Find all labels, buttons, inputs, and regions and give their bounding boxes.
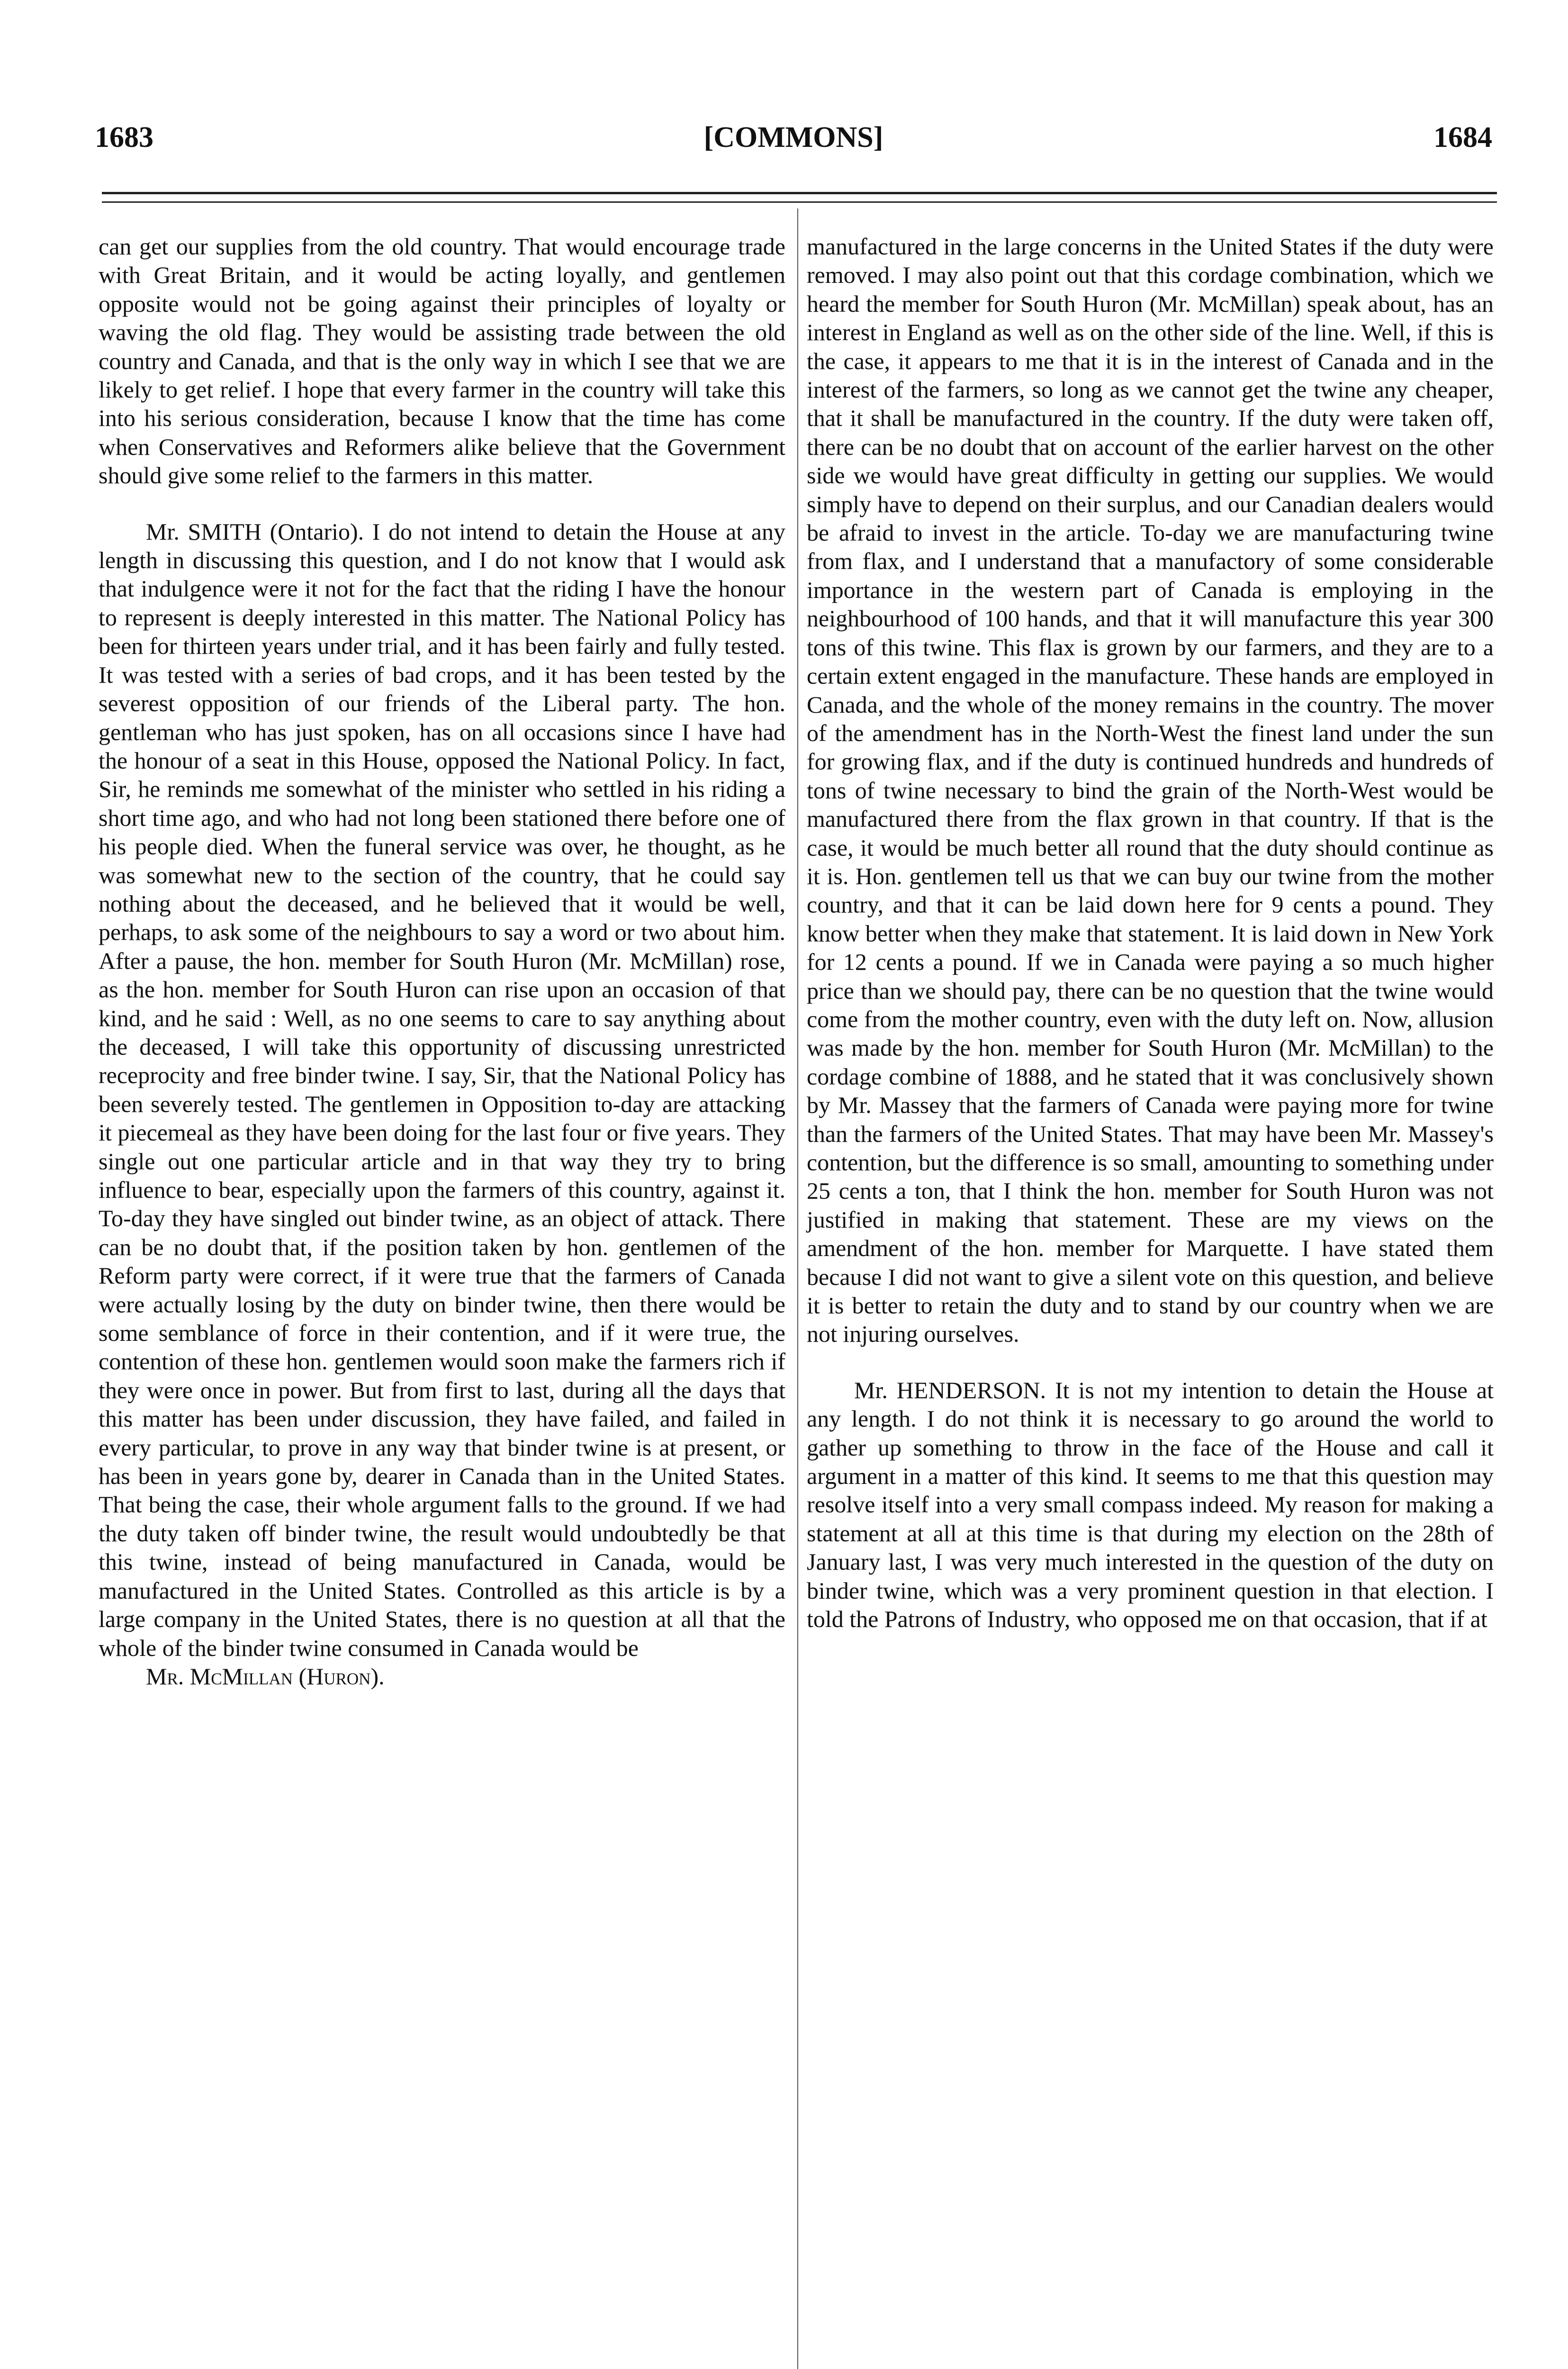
right-page-number: 1684 <box>1433 121 1492 154</box>
header-rule-thin <box>102 201 1497 203</box>
right-column <box>807 232 1494 1634</box>
page-header <box>95 121 1492 178</box>
left-paragraph-continuation: can get our supplies from the old country. That would encourage trade with Great Britain, and it would be acting loyally, and gentlemen opposite would not be going against their principles of loyalty or waving the old flag. They would be assisting trade between the old country and Canada, and that is the only way in which I see that we are likely to get relief. I hope that every farmer in the country will take this into his serious consideration, because I know that the time has come when Conservatives and Reformers alike believe that the Government should give some relief to the farmers in this matter. <box>99 233 785 489</box>
column-divider <box>797 208 798 2369</box>
next-speaker-catchword: Mr. McMillan (Huron). <box>146 1663 385 1690</box>
left-column <box>99 232 785 1691</box>
page-title: [COMMONS] <box>703 121 883 154</box>
right-paragraph-henderson-speech: Mr. HENDERSON. It is not my intention to detain the House at any length. I do not think it is necessary to go around the world to gather up something to throw in the face of the House and call it argument in a matter of this kind. It seems to me that this question may resolve itself into a very small compass indeed. My reason for making a statement at all at this time is that during my election on the 28th of January last, I was very much interested in the question of the duty on binder twine, which was a very prominent question in that election. I told the Patrons of Industry, who opposed me on that occasion, that if at <box>807 1376 1494 1633</box>
header-rule-thick <box>102 192 1497 194</box>
right-paragraph-continuation: manufactured in the large concerns in the United States if the duty were removed. I may also point out that this cordage combination, which we heard the member for South Huron (Mr. McMillan) speak about, has an interest in England as well as on the other side of the line. Well, if this is the case, it appears to me that it is in the interest of Canada and in the interest of the farmers, so long as we cannot get the twine any cheaper, that it shall be manufactured in the country. If the duty were taken off, there can be no doubt that on account of the earlier harvest on the other side we would have great difficulty in getting our supplies. We would simply have to depend on their surplus, and our Canadian dealers would be afraid to invest in the article. To-day we are manufacturing twine from flax, and I understand that a manufactory of some considerable importance in the western part of Canada is employing in the neighbourhood of 100 hands, and that it will manufacture this year 300 tons of this twine. This flax is grown by our farmers, and they are to a certain extent engaged in the manufacture. These hands are employed in Canada, and the whole of the money remains in the country. The mover of the amendment has in the North-West the finest land under the sun for growing flax, and if the duty is continued hundreds and hundreds of tons of twine necessary to bind the grain of the North-West would be manufactured there from the flax grown in that country. If that is the case, it would be much better all round that the duty should continue as it is. Hon. gentlemen tell us that we can buy our twine from the mother country, and that it can be laid down here for 9 cents a pound. They know better when they make that statement. It is laid down in New York for 12 cents a pound. If we in Canada were paying a so much higher price than we should pay, there can be no question that the twine would come from the mother country, even with the duty left on. Now, allusion was made by the hon. member for South Huron (Mr. McMillan) to the cordage combine of 1888, and he stated that it was conclusively shown by Mr. Massey that the farmers of Canada were paying more for twine than the farmers of the United States. That may have been Mr. Massey's contention, but the difference is so small, amounting to something under 25 cents a ton, that I think the hon. member for South Huron was not justified in making that statement. These are my views on the amendment of the hon. member for Marquette. I have stated them because I did not want to give a silent vote on this question, and believe it is better to retain the duty and to stand by our country when we are not injuring ourselves. <box>807 233 1494 1347</box>
left-page-number: 1683 <box>95 121 153 154</box>
left-paragraph-smith-speech: Mr. SMITH (Ontario). I do not intend to detain the House at any length in discussing this question, and I do not know that I would ask that indulgence were it not for the fact that the riding I have the honour to represent is deeply interested in this matter. The National Policy has been for thirteen years under trial, and it has been fairly and fully tested. It was tested with a series of bad crops, and it has been tested by the severest opposition of our friends of the Liberal party. The hon. gentleman who has just spoken, has on all occasions since I have had the honour of a seat in this House, opposed the National Policy. In fact, Sir, he reminds me somewhat of the minister who settled in his riding a short time ago, and who had not long been stationed there before one of his people died. When the funeral service was over, he thought, as he was somewhat new to the section of the country, that he could say nothing about the deceased, and he believed that it would be well, perhaps, to ask some of the neighbours to say a word or two about him. After a pause, the hon. member for South Huron (Mr. McMillan) rose, as the hon. member for South Huron can rise upon an occasion of that kind, and he said : Well, as no one seems to care to say anything about the deceased, I will take this opportunity of discussing unrestricted receprocity and free binder twine. I say, Sir, that the National Policy has been severely tested. The gentlemen in Opposition to-day are attacking it piecemeal as they have been doing for the last four or five years. They single out one particular article and in that way they try to bring influence to bear, especially upon the farmers of this country, against it. To-day they have singled out binder twine, as an object of attack. There can be no doubt that, if the position taken by hon. gentlemen of the Reform party were correct, if it were true that the farmers of Canada were actually losing by the duty on binder twine, then there would be some semblance of force in their contention, and if it were true, the contention of these hon. gentlemen would soon make the farmers rich if they were once in power. But from first to last, during all the days that this matter has been under discussion, they have failed, and failed in every particular, to prove in any way that binder twine is at present, or has been in years gone by, dearer in Canada than in the United States. That being the case, their whole argument falls to the ground. If we had the duty taken off binder twine, the result would undoubtedly be that this twine, instead of being manufactured in Canada, would be manufactured in the United States. Controlled as this article is by a large company in the United States, there is no question at all that the whole of the binder twine consumed in Canada would be <box>99 518 785 1661</box>
